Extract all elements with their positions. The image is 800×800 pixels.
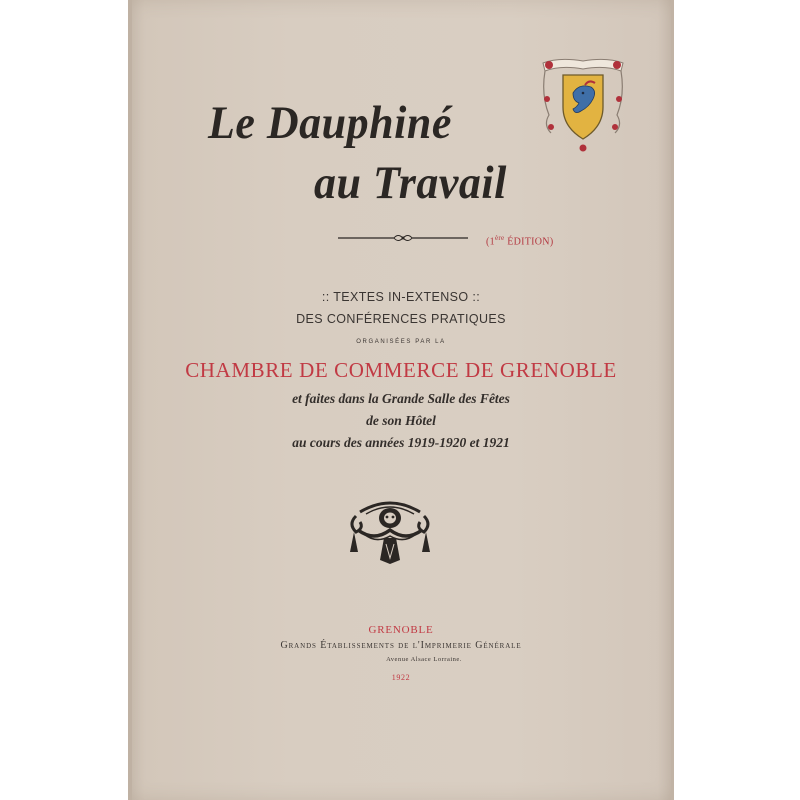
organisees-line: ORGANISÉES PAR LA bbox=[356, 339, 446, 345]
faites-line: et faites dans la Grande Salle des Fêtes bbox=[292, 391, 510, 406]
chambre-line: CHAMBRE DE COMMERCE DE GRENOBLE bbox=[185, 358, 617, 382]
imprint-year: 1922 bbox=[391, 673, 411, 682]
title-line-1: Le Dauphiné bbox=[208, 96, 452, 149]
cours-line: au cours des années 1919-1920 et 1921 bbox=[292, 435, 510, 450]
edition-prefix: (1 bbox=[486, 236, 495, 248]
title-line-2: au Travail bbox=[314, 156, 507, 209]
hotel-line: de son Hôtel bbox=[366, 413, 436, 428]
conferences-line: DES CONFÉRENCES PRATIQUES bbox=[296, 312, 506, 326]
edition-superscript: ère bbox=[494, 234, 505, 242]
edition-label bbox=[486, 234, 553, 247]
textes-line: :: TEXTES IN-EXTENSO :: bbox=[321, 290, 481, 304]
ornamental-rule-icon bbox=[338, 230, 468, 246]
floral-ornament-icon bbox=[344, 494, 436, 566]
imprint-city: GRENOBLE bbox=[368, 624, 434, 636]
edition-suffix: ÉDITION) bbox=[504, 236, 554, 248]
coat-of-arms-icon bbox=[539, 55, 627, 153]
imprint-address: Avenue Alsace Lorraine. bbox=[386, 656, 462, 663]
imprint-publisher: Grands Établissements de l'Imprimerie Générale bbox=[280, 640, 522, 651]
book-cover bbox=[128, 0, 674, 800]
